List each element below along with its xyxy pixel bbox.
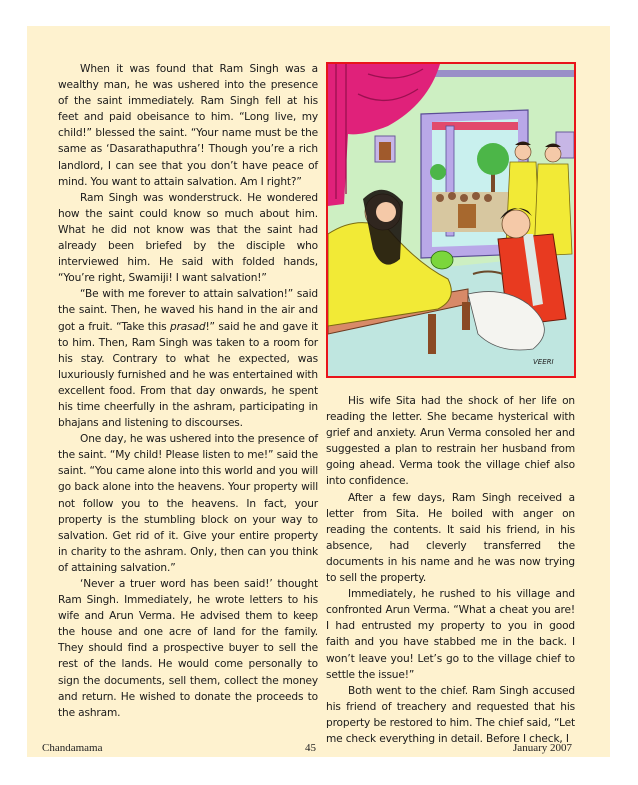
ceiling-beam	[428, 70, 574, 77]
crowd-head	[472, 192, 480, 200]
bush	[430, 164, 446, 180]
artist-signature: VEERI	[533, 358, 554, 366]
green-fruit	[431, 251, 453, 269]
text-run: “Be with me forever to attain salvation!” said the saint. Then, he waved his hand in the air and got a fruit. “Take this	[58, 288, 318, 333]
text-run: !” said he and gave it to him. Then, Ram Singh was taken to a room for his stay. Contrary to what he expected, was luxuriously furnished and he was entertained with excellent food. From that day onwards, he spent his time cheerfully in the ashram, participating in bhajans and listening to discourses.	[58, 320, 319, 430]
story-illustration	[326, 62, 576, 378]
platform-leg	[428, 314, 436, 354]
footer-page-number: 45	[305, 742, 316, 754]
paragraph: Both went to the chief. Ram Singh accused his friend of treachery and requested that his property be restored to him. The chief said, “Let me check everything in detail. Before I check, I	[326, 684, 575, 745]
paragraph: Ram Singh was wonderstruck. He wondered how the saint could know so much about him. What he did not know was that the saint had already been briefed by the disciple who interviewed him. He said with folded hands, “You’re right, Swamiji! I want salvation!”	[58, 191, 318, 285]
paragraph: One day, he was ushered into the presence of the saint. “My child! Please listen to me!” said the saint. “You came alone into this world and you will go back alone into the heavens. Your property will not follow you to the heavens. In fact, your property is the stumbling block on your way to salvation. Get rid of it. Give your entire property in charity to the ashram. Only, then can you think of attaining salvation.”	[58, 433, 318, 574]
paragraph: After a few days, Ram Singh received a letter from Sita. He boiled with anger on reading the contents. It said his friend, in his absence, had cleverly transferred the documents in his name and he was now trying to sell the property.	[326, 491, 575, 585]
magazine-page	[27, 26, 610, 757]
crowd-head	[436, 194, 444, 202]
platform-leg	[462, 302, 470, 330]
niche-lamp-left	[379, 142, 391, 160]
tree-canopy	[477, 143, 509, 175]
illustration-art	[328, 64, 574, 376]
disciple-one-head	[515, 144, 531, 160]
paragraph: Immediately, he rushed to his village and confronted Arun Verma. “What a cheat you are! I had entrusted my property to you in good faith and you have stabbed me in the back. I won’t leave you! Let’s go to the village chief to settle the issue!”	[326, 588, 575, 681]
crowd-head	[484, 194, 492, 202]
footer-issue-date: January 2007	[513, 742, 572, 754]
seated-villager	[458, 204, 476, 228]
left-text-column	[58, 61, 318, 721]
disciple-two-head	[545, 146, 561, 162]
ram-singh-face	[502, 210, 530, 238]
saint-face-skin	[376, 202, 396, 222]
paragraph: When it was found that Ram Singh was a wealthy man, he was ushered into the presence of the saint immediately. Ram Singh fell at his feet and paid obeisance to him. “Long live, my child!” blessed the saint. “Your name must be the same as ‘Dasarathaputhra’! Though you’re a rich landlord, I can see that you don’t have peace of mind. You want to attain salvation. Am I right?”	[58, 63, 318, 188]
footer-magazine-name: Chandamama	[42, 742, 103, 754]
italic-word: prasad	[170, 320, 206, 333]
awning	[432, 122, 518, 130]
paragraph	[58, 286, 318, 431]
right-text-column	[326, 393, 575, 747]
crowd-head	[448, 192, 456, 200]
crowd-head	[460, 194, 468, 202]
paragraph: His wife Sita had the shock of her life on reading the letter. She became hysterical with grief and anxiety. Arun Verma consoled her and suggested a plan to restrain her husband from going ahead. Verma took the village chief also into confidence.	[326, 395, 575, 488]
paragraph: ‘Never a truer word has been said!’ thought Ram Singh. Immediately, he wrote letters to his wife and Arun Verma. He advised them to keep the house and one acre of land for the family. They should find a prospective buyer to sell the rest of the lands. He would come personally to sign the documents, sell them, collect the money and return. He wished to donate the proceeds to the ashram.	[58, 578, 318, 719]
